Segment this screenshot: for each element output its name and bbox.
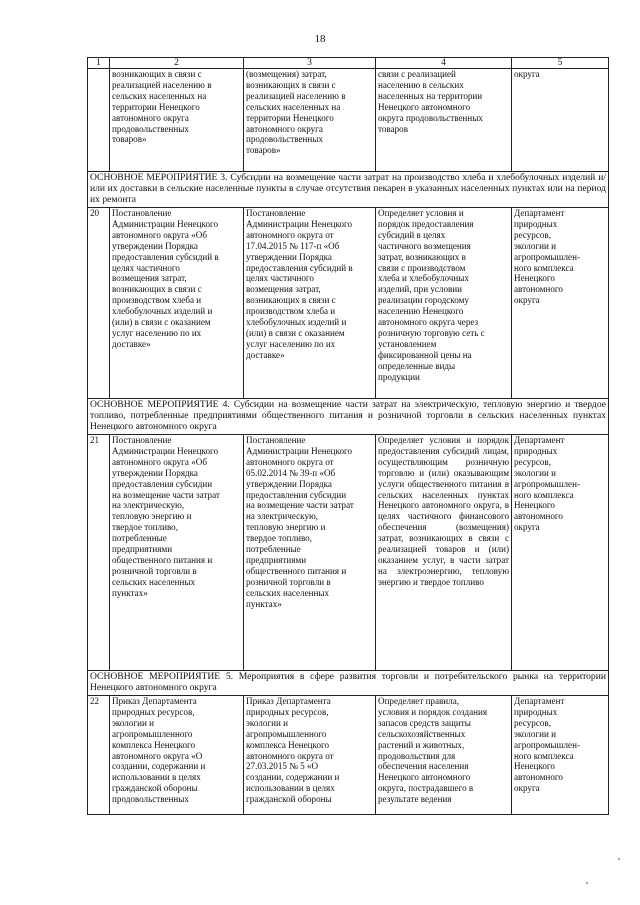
responsible-cell: Департамент природных ресурсов, экологии и агропромышлен- ного комплекса Ненецкого автономного округа [512, 208, 609, 399]
act-details-cell: Постановление Администрации Ненецкого автономного округа от 05.02.2014 № 39-п «Об утверждении Порядка предоставления субсидии на возмещение части затрат на электрическую, тепловую энергию и твердое топливо, потребленные предприятиями общественного питания и розничной торговли в сельских населенных пунктах» [244, 435, 376, 671]
page-number: 18 [314, 33, 326, 45]
row-number: 20 [88, 208, 110, 399]
scan-speck [586, 882, 588, 884]
act-title-cell: Приказ Департамента природных ресурсов, экологии и агропромышленного комплекса Ненецкого автономного округа «О создании, содержании и использовании в целях гражданской обороны продовольственных [110, 696, 244, 815]
act-details-cell: Приказ Департамента природных ресурсов, экологии и агропромышленного комплекса Ненецкого автономного округа от 27.03.2015 № 5 «О создании, содержании и использовании в целях гражданской обороны [244, 696, 376, 815]
row-number [88, 69, 110, 172]
act-description-cell: связи с реализацией населению в сельских населенных на территории Ненецкого автономного округа продовольственных товаров [376, 69, 512, 172]
responsible-cell: Департамент природных ресурсов, экологии и агропромышлен- ного комплекса Ненецкого автономного округа [512, 435, 609, 671]
section-row [88, 172, 609, 208]
section-heading: ОСНОВНОЕ МЕРОПРИЯТИЕ 4. Субсидии на возмещение части затрат на электрическую, тепловую энергию и твердое топливо, потребленные предприятиями общественного питания и розничной торговли в сельских населенных пунктах Ненецкого автономного округа [88, 399, 609, 435]
act-title-cell: возникающих в связи с реализацией населению в сельских населенных на территории Ненецкого автономного округа продовольственных товаров» [110, 69, 244, 172]
column-header: 4 [376, 58, 512, 69]
column-header: 1 [88, 58, 110, 69]
table-row [88, 696, 609, 815]
column-header: 2 [110, 58, 244, 69]
column-header: 3 [244, 58, 376, 69]
act-title-cell: Постановление Администрации Ненецкого автономного округа «Об утверждении Порядка предоставления субсидии на возмещение части затрат на электрическую, тепловую энергию и твердое топливо, потребленные предприятиями общественного питания и розничной торговли в сельских населенных пунктах» [110, 435, 244, 671]
section-heading: ОСНОВНОЕ МЕРОПРИЯТИЕ 3. Субсидии на возмещение части затрат на производство хлеба и хлебобулочных изделий и/или их доставки в сельские населенные пункты в случае отсутствия пекарен в указанных населенных пунктах или на период их ремонта [88, 172, 609, 208]
section-row [88, 671, 609, 696]
act-details-cell: (возмещения) затрат, возникающих в связи с реализацией населению в сельских населенных на территории Ненецкого автономного округа продовольственных товаров» [244, 69, 376, 172]
document-table [87, 57, 609, 815]
scan-speck [618, 858, 620, 860]
responsible-cell: округа [512, 69, 609, 172]
act-details-cell: Постановление Администрации Ненецкого автономного округа от 17.04.2015 № 117-п «Об утверждении Порядка предоставления субсидий в целях частичного возмещения затрат, возникающих в связи с производством хлеба и хлебобулочных изделий и (или) в связи с оказанием услуг населению по их доставке» [244, 208, 376, 399]
act-description-cell: Определяет условия и порядок предоставления субсидий в целях частичного возмещения затрат, возникающих в связи с производством хлеба и хлебобулочных изделий, при условии реализации городскому населению Ненецкого автономного округа через розничную торговую сеть с установлением фиксированной цены на определенные виды продукции [376, 208, 512, 399]
responsible-cell: Департамент природных ресурсов, экологии и агропромышлен- ного комплекса Ненецкого автономного округа [512, 696, 609, 815]
table-row [88, 208, 609, 399]
act-title-cell: Постановление Администрации Ненецкого автономного округа «Об утверждении Порядка предоставления субсидий в целях частичного возмещения затрат, возникающих в связи с производством хлеба и хлебобулочных изделий и (или) в связи с оказанием услуг населению по их доставке» [110, 208, 244, 399]
section-heading: ОСНОВНОЕ МЕРОПРИЯТИЕ 5. Мероприятия в сфере развития торговли и потребительского рынка на территории Ненецкого автономного округа [88, 671, 609, 696]
row-number: 22 [88, 696, 110, 815]
table-row [88, 435, 609, 671]
row-number: 21 [88, 435, 110, 671]
act-description-cell: Определяет условия и порядок предоставления субсидий лицам, осуществляющим розничную торговлю и (или) оказывающим услуги общественного питания в сельских населенных пунктах Ненецкого автономного округа, в целях частичного финансового обеспечения (возмещения) затрат, возникающих в связи с реализацией товаров и (или) оказанием услуг, в части затрат на электроэнергию, тепловую энергию и твердое топливо [376, 435, 512, 671]
column-header: 5 [512, 58, 609, 69]
table-row [88, 69, 609, 172]
column-number-row [88, 58, 609, 69]
section-row [88, 399, 609, 435]
act-description-cell: Определяет правила, условия и порядок создания запасов средств защиты сельскохозяйственных растений и животных, продовольствия для обеспечения населения Ненецкого автономного округа, пострадавшего в результате ведения [376, 696, 512, 815]
